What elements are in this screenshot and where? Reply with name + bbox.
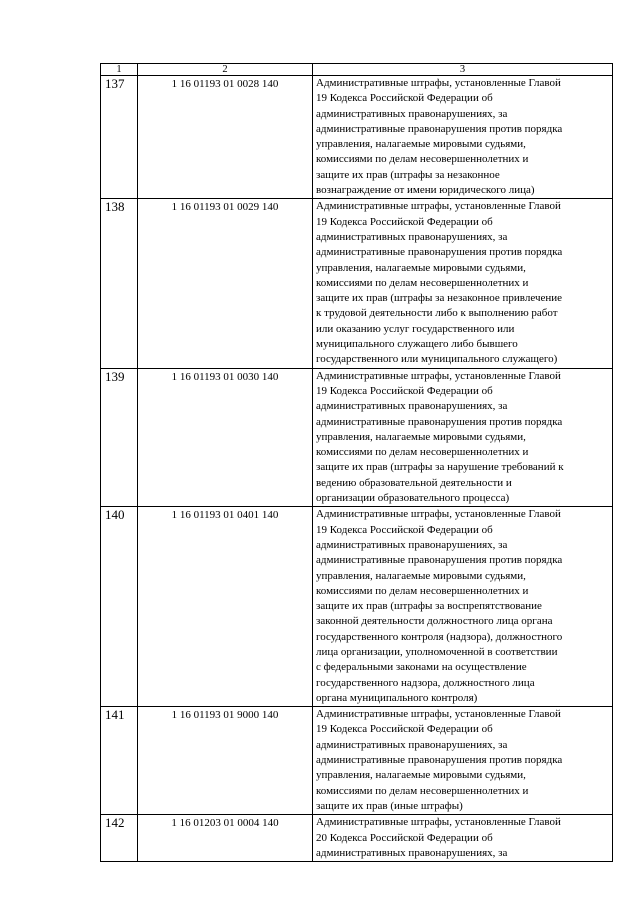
- description-line: управления, налагаемые мировыми судьями,: [316, 769, 526, 782]
- description-line: муниципального служащего либо бывшего: [316, 338, 518, 351]
- description-line: административные правонарушения против порядка: [316, 554, 563, 567]
- description-line: Административные штрафы, установленные Главой: [316, 369, 561, 382]
- description-line: Административные штрафы, установленные Главой: [316, 816, 561, 829]
- description: [313, 199, 613, 368]
- description-line: защите их прав (штрафы за незаконное привлечение: [316, 292, 563, 305]
- description-line: 20 Кодекса Российской Федерации об: [316, 831, 493, 844]
- description-line: с федеральными законами на осуществление: [316, 661, 527, 674]
- description-line: организации образовательного процесса): [316, 492, 510, 505]
- description-line: защите их прав (штрафы за незаконное: [316, 168, 500, 181]
- budget-code: 1 16 01193 01 9000 140: [138, 707, 313, 815]
- description-line: защите их прав (штрафы за нарушение требований к: [316, 461, 564, 474]
- table-row: [101, 76, 613, 199]
- row-number: 142: [101, 815, 138, 862]
- description: [313, 707, 613, 815]
- budget-code: 1 16 01193 01 0401 140: [138, 507, 313, 707]
- row-number: 138: [101, 199, 138, 368]
- header-row: [101, 64, 613, 76]
- table-row: [101, 815, 613, 862]
- table-row: [101, 707, 613, 815]
- description-line: административных правонарушениях, за: [316, 538, 508, 551]
- header-col-1: 1: [101, 64, 138, 76]
- description-line: управления, налагаемые мировыми судьями,: [316, 138, 526, 151]
- budget-code: 1 16 01193 01 0029 140: [138, 199, 313, 368]
- description-line: административных правонарушениях, за: [316, 230, 508, 243]
- description-line: Административные штрафы, установленные Главой: [316, 200, 561, 213]
- description-line: административные правонарушения против порядка: [316, 246, 563, 259]
- budget-code: 1 16 01193 01 0030 140: [138, 368, 313, 507]
- description-line: административных правонарушениях, за: [316, 400, 508, 413]
- description-line: 19 Кодекса Российской Федерации об: [316, 215, 493, 228]
- description-line: административных правонарушениях, за: [316, 107, 508, 120]
- description-line: административных правонарушениях, за: [316, 846, 508, 859]
- description-line: к трудовой деятельности либо к выполнению работ: [316, 307, 558, 320]
- description-line: управления, налагаемые мировыми судьями,: [316, 430, 526, 443]
- description-line: комиссиями по делам несовершеннолетних и: [316, 446, 529, 459]
- description-line: 19 Кодекса Российской Федерации об: [316, 523, 493, 536]
- description-line: управления, налагаемые мировыми судьями,: [316, 569, 526, 582]
- description: [313, 507, 613, 707]
- description-line: государственного надзора, должностного лица: [316, 676, 535, 689]
- description-line: административные правонарушения против порядка: [316, 415, 563, 428]
- table-row: [101, 199, 613, 368]
- description-line: законной деятельности должностного лица органа: [316, 615, 553, 628]
- description-line: государственного или муниципального служащего): [316, 353, 558, 366]
- description-line: административных правонарушениях, за: [316, 738, 508, 751]
- description: [313, 368, 613, 507]
- description-line: лица организации, уполномоченной в соответствии: [316, 645, 558, 658]
- description-line: государственного контроля (надзора), должностного: [316, 630, 563, 643]
- table-row: [101, 368, 613, 507]
- description-line: 19 Кодекса Российской Федерации об: [316, 384, 493, 397]
- description-line: комиссиями по делам несовершеннолетних и: [316, 153, 529, 166]
- budget-code: 1 16 01193 01 0028 140: [138, 76, 313, 199]
- description-line: Административные штрафы, установленные Главой: [316, 508, 561, 521]
- description-line: Административные штрафы, установленные Главой: [316, 77, 561, 89]
- description-line: защите их прав (штрафы за воспрепятствование: [316, 600, 542, 613]
- description-line: 19 Кодекса Российской Федерации об: [316, 92, 493, 105]
- description-line: органа муниципального контроля): [316, 691, 478, 704]
- row-number: 139: [101, 368, 138, 507]
- description: [313, 815, 613, 862]
- description-line: административные правонарушения против порядка: [316, 122, 563, 135]
- table-row: [101, 507, 613, 707]
- description-line: комиссиями по делам несовершеннолетних и: [316, 276, 529, 289]
- description-line: Административные штрафы, установленные Главой: [316, 708, 561, 721]
- description-line: комиссиями по делам несовершеннолетних и: [316, 784, 529, 797]
- description-line: административные правонарушения против порядка: [316, 754, 563, 767]
- header-col-2: 2: [138, 64, 313, 76]
- budget-code: 1 16 01203 01 0004 140: [138, 815, 313, 862]
- description-line: 19 Кодекса Российской Федерации об: [316, 723, 493, 736]
- description: [313, 76, 613, 199]
- description-line: комиссиями по делам несовершеннолетних и: [316, 584, 529, 597]
- row-number: 137: [101, 76, 138, 199]
- row-number: 141: [101, 707, 138, 815]
- description-line: или оказанию услуг государственного или: [316, 322, 515, 335]
- description-line: управления, налагаемые мировыми судьями,: [316, 261, 526, 274]
- description-line: ведению образовательной деятельности и: [316, 476, 512, 489]
- budget-codes-table: [100, 63, 613, 862]
- description-line: защите их прав (иные штрафы): [316, 799, 463, 812]
- description-line: вознаграждение от имени юридического лица): [316, 184, 535, 197]
- row-number: 140: [101, 507, 138, 707]
- header-col-3: 3: [313, 64, 613, 76]
